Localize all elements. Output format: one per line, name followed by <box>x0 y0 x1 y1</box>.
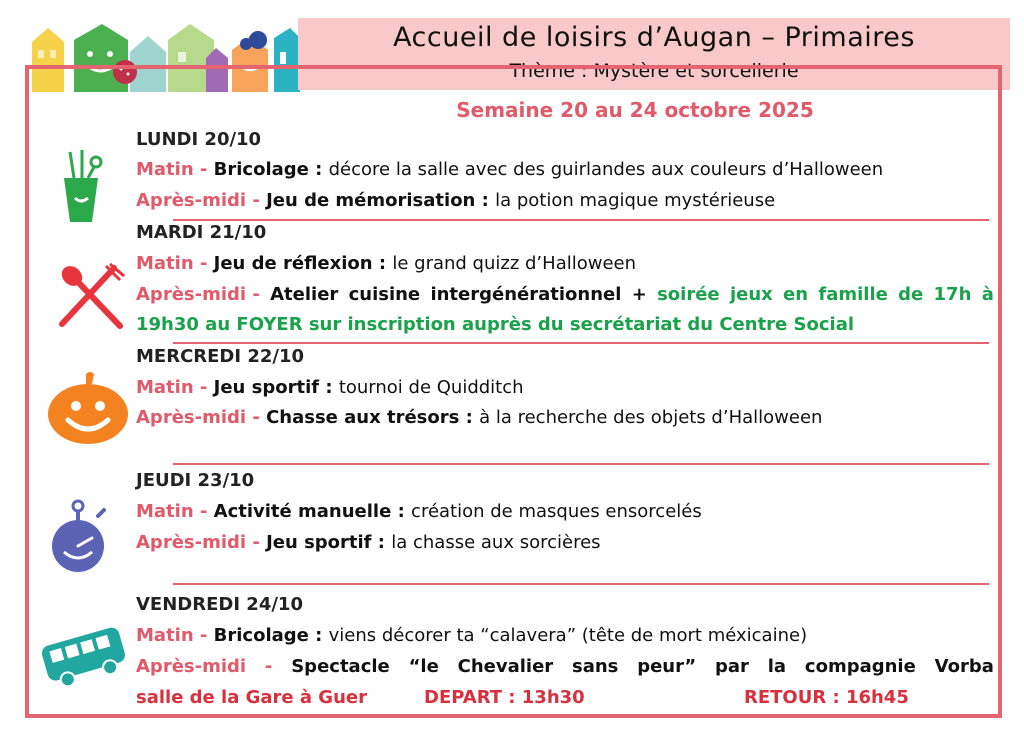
theme-subtitle: Thème : Mystère et sorcellerie <box>509 60 799 82</box>
friday-location: salle de la Gare à Guer <box>136 687 367 708</box>
thursday-morning: Matin - Activité manuelle : création de masques ensorcelés <box>136 501 702 522</box>
pumpkin-icon <box>46 370 130 446</box>
separator <box>173 219 989 221</box>
departure-time: DEPART : 13h30 <box>424 687 585 708</box>
tuesday-afternoon-continued: 19h30 au FOYER sur inscription auprès du secrétariat du Centre Social <box>136 314 855 335</box>
separator <box>173 342 989 344</box>
tuesday-afternoon: Après-midi - Atelier cuisine intergénérationnel + soirée jeux en famille de 17h à <box>136 284 994 305</box>
monday-afternoon: Après-midi - Jeu de mémorisation : la potion magique mystérieuse <box>136 190 776 211</box>
thursday-afternoon: Après-midi - Jeu sportif : la chasse aux sorcières <box>136 532 601 553</box>
monday-morning: Matin - Bricolage : décore la salle avec des guirlandes aux couleurs d’Halloween <box>136 159 884 180</box>
day-title-monday: LUNDI 20/10 <box>136 129 262 150</box>
week-title: Semaine 20 au 24 octobre 2025 <box>456 98 814 122</box>
separator <box>173 463 989 465</box>
return-time: RETOUR : 16h45 <box>744 687 909 708</box>
day-title-tuesday: MARDI 21/10 <box>136 222 267 243</box>
friday-morning: Matin - Bricolage : viens décorer ta “calavera” (tête de mort méxicaine) <box>136 625 808 646</box>
day-title-thursday: JEUDI 23/10 <box>136 470 255 491</box>
day-title-wednesday: MERCREDI 22/10 <box>136 346 305 367</box>
wednesday-afternoon: Après-midi - Chasse aux trésors : à la recherche des objets d’Halloween <box>136 407 823 428</box>
friday-afternoon: Après-midi - Spectacle “le Chevalier sans peur” par la compagnie Vorba <box>136 656 994 677</box>
wednesday-morning: Matin - Jeu sportif : tournoi de Quidditch <box>136 377 524 398</box>
bus-icon <box>38 622 130 690</box>
day-title-friday: VENDREDI 24/10 <box>136 594 303 615</box>
stopwatch-icon <box>50 498 110 574</box>
page-title: Accueil de loisirs d’Augan – Primaires <box>393 22 915 53</box>
craft-brushes-icon <box>56 148 106 224</box>
tuesday-morning: Matin - Jeu de réflexion : le grand quizz d’Halloween <box>136 253 637 274</box>
fork-spoon-icon <box>54 262 128 332</box>
separator <box>173 583 989 585</box>
